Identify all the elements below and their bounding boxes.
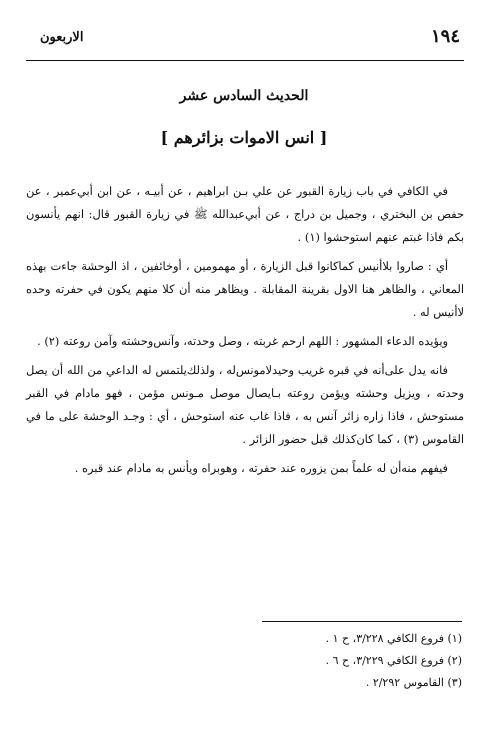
page-number: ١٩٤ [430, 26, 460, 47]
running-header-title: الاربعون [40, 30, 84, 45]
footnotes [162, 628, 462, 694]
paragraph-2: أي : صاروا بلاأنيس كماكانوا قبل الزيارة ، أو مهمومين ، أوخائفين ، اذ الوحشة جاءت بهذه المعاني ، والظاهر هنا الاول بقرينة المقابلة . ويظاهر منه أن كلا منهم يكون في حفرته وحده لاأنيس له . [26, 259, 464, 319]
header-divider [26, 60, 464, 61]
footnote-1: (١) فروع الكافي ٣/٢٢٨، ح ١ . [325, 632, 462, 645]
footnote-divider [262, 621, 462, 622]
body-text [26, 180, 464, 486]
footnote-2: (٢) فروع الكافي ٣/٢٢٩، ح ٦ . [325, 654, 462, 667]
paragraph-3: ويؤيده الدعاء المشهور : اللهم ارحم غربته ، وصل وحدته، وآنس‌وحشته وآمن روعته (٢) . [37, 334, 448, 348]
paragraph-1: في الكافي في باب زيارة القبور عن علي بـن ابراهيم ، عن أبيـه ، عن ابن أبي‌عمير ، عن حفص بن البختري ، وجميل بن دراج ، عن أبي‌عبدالله ﷺ في زيارة القبور قال: انهم يأنسون بكم فاذا غبتم عنهم استوحشوا (١) . [26, 184, 464, 244]
footnote-3: (٣) القاموس ٢/٢٩٢ . [365, 676, 462, 689]
hadith-heading: الحديث السادس عشر [179, 88, 309, 104]
paragraph-5: فيفهم منه‌أن له علماً بمن يزوره عند حفرته ، وهوبراه ويأنس به مادام عند قبره . [74, 461, 448, 475]
paragraph-4: فانه يدل على‌أنه في قبره غريب وحيدلامونس‌له ، ولذلك‌يلتمس له الداعي من الله أن يصل وحدته ، ويزيل وحشته ويؤمن روعته بـايصال موصل مـونس مؤمن ، فهو مادام في القبر مستوحش ، فاذا زاره زائر آنس به ، فاذا غاب عنه استوحش ، أي : وجـد الوحشة على ما في القاموس (٣) ، كما كان‌كذلك قبل حضور الزائر . [26, 363, 464, 446]
hadith-subtitle: [ انس الاموات بزائرهم ] [160, 128, 328, 147]
